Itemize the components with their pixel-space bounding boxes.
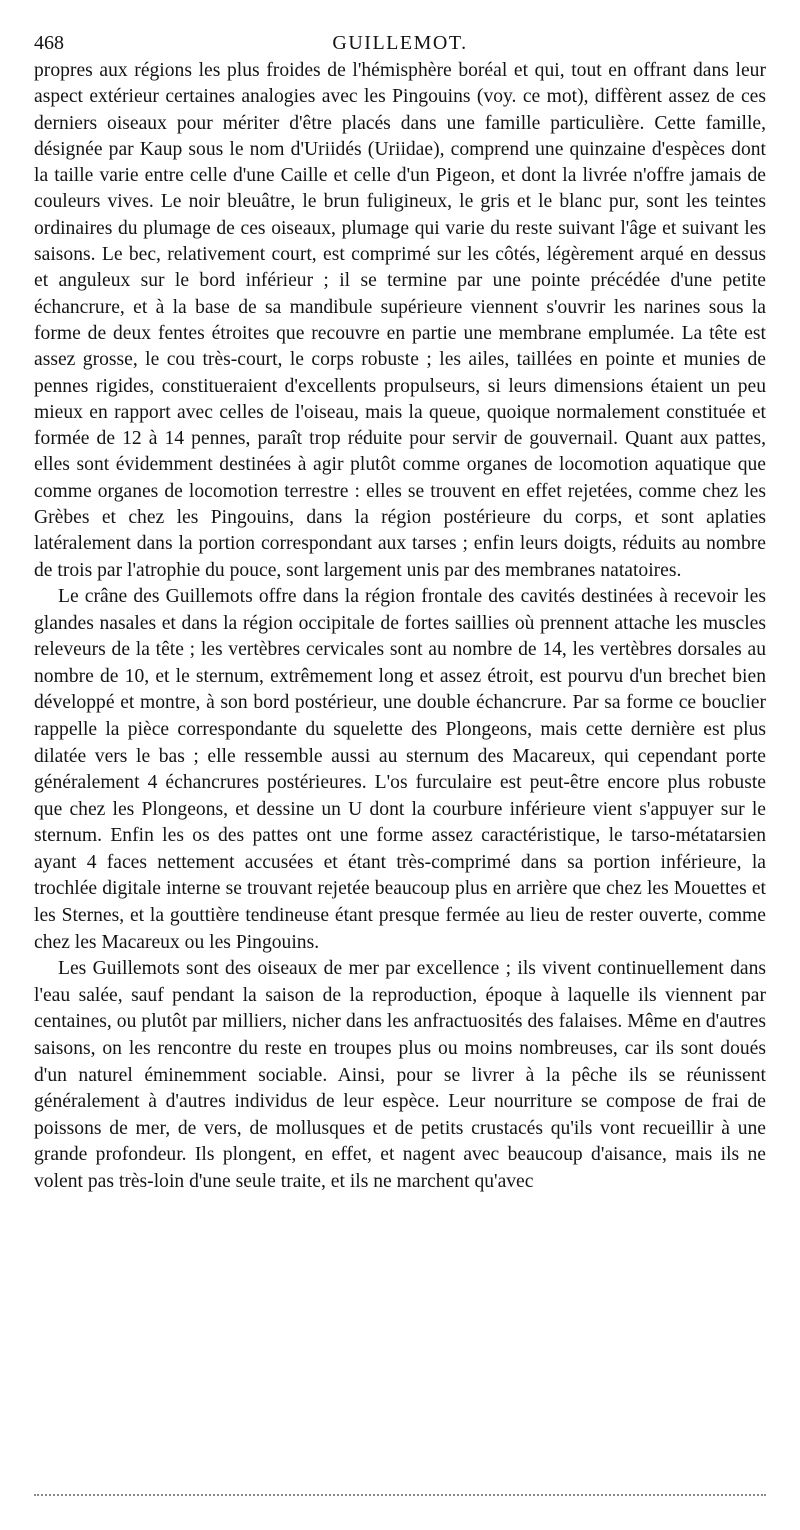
running-title: GUILLEMOT. (332, 32, 468, 54)
paragraph-3: Les Guillemots sont des oiseaux de mer par excellence ; ils vivent continuellement dans l'eau salée, sauf pendant la saison de la reproduction, époque à laquelle ils viennent par centaines, ou plutôt par milliers, nicher dans les anfractuosités des falaises. Même en d'autres saisons, on les rencontre du reste en troupes plus ou moins nombreuses, car ils sont doués d'un naturel éminemment sociable. Ainsi, pour se livrer à la pêche ils se réunissent généralement à d'autres individus de leur espèce. Leur nourriture se compose de frai de poissons de mer, de vers, de mollusques et de petits crustacés qu'ils vont recueillir à une grande profondeur. Ils plongent, en effet, et nagent avec beaucoup d'aisance, mais ils ne volent pas très-loin d'une seule traite, et ils ne marchent qu'avec (34, 958, 766, 1192)
footer-dotted-rule (34, 1494, 766, 1496)
running-head (34, 30, 766, 58)
paragraph-2: Le crâne des Guillemots offre dans la région frontale des cavités destinées à recevoir les glandes nasales et dans la région occipitale de fortes saillies où prennent attache les muscles releveurs de la tête ; les vertèbres cervicales sont au nombre de 14, les vertèbres dorsales au nombre de 10, et le sternum, extrêmement long et assez étroit, est pourvu d'un brechet bien développé et montre, à son bord postérieur, une double échancrure. Par sa forme ce bouclier rappelle la pièce correspondante du squelette des Plongeons, mais cette dernière est plus dilatée vers le bas ; elle ressemble aussi au sternum des Macareux, qui cependant porte généralement 4 échancrures postérieures. L'os furculaire est peut-être encore plus robuste que chez les Plongeons, et dessine un U dont la courbure inférieure vient s'appuyer sur le sternum. Enfin les os des pattes ont une forme assez caractéristique, le tarso-métatarsien ayant 4 faces nettement accusées et étant très-comprimé dans sa portion inférieure, la trochlée digitale interne se trouvant rejetée beaucoup plus en arrière que chez les Mouettes et les Sternes, et la gouttière tendineuse étant presque fermée au lieu de rester ouverte, comme chez les Macareux ou les Pingouins. (34, 585, 766, 953)
page-number: 468 (34, 32, 64, 54)
paragraph-1: propres aux régions les plus froides de l'hémisphère boréal et qui, tout en offrant dans leur aspect extérieur certaines analogies avec les Pingouins (voy. ce mot), diffèrent assez de ces derniers oiseaux pour mériter d'être placés dans une famille particulière. Cette famille, désignée par Kaup sous le nom d'Uriidés (Uriidae), comprend une quinzaine d'espèces dont la taille varie entre celle d'une Caille et celle d'un Pigeon, et dont la livrée n'offre jamais de couleurs vives. Le noir bleuâtre, le brun fuligineux, le gris et le blanc pur, sont les teintes ordinaires du plumage de ces oiseaux, plumage qui varie du reste suivant l'âge et suivant les saisons. Le bec, relativement court, est comprimé sur les côtés, légèrement arqué en dessus et anguleux sur le bord inférieur ; il se termine par une pointe précédée d'une petite échancrure, et à la base de sa mandibule supérieure viennent s'ouvrir les narines sous la forme de deux fentes étroites que recouvre en partie une membrane emplumée. La tête est assez grosse, le cou très-court, le corps robuste ; les ailes, taillées en pointe et munies de pennes rigides, constitueraient d'excellents propulseurs, si leurs dimensions étaient un peu mieux en rapport avec celles de l'oiseau, mais la queue, quoique normalement constituée et formée de 12 à 14 pennes, paraît trop réduite pour servir de gouvernail. Quant aux pattes, elles sont évidemment destinées à agir plutôt comme organes de locomotion aquatique que comme organes de locomotion terrestre : elles se trouvent en effet rejetées, comme chez les Grèbes et chez les Pingouins, dans la région postérieure du corps, et sont aplaties latéralement dans la portion correspondant aux tarses ; enfin leurs doigts, réduits au nombre de trois par l'atrophie du pouce, sont largement unis par des membranes natatoires. (34, 60, 766, 581)
page (34, 30, 766, 1196)
